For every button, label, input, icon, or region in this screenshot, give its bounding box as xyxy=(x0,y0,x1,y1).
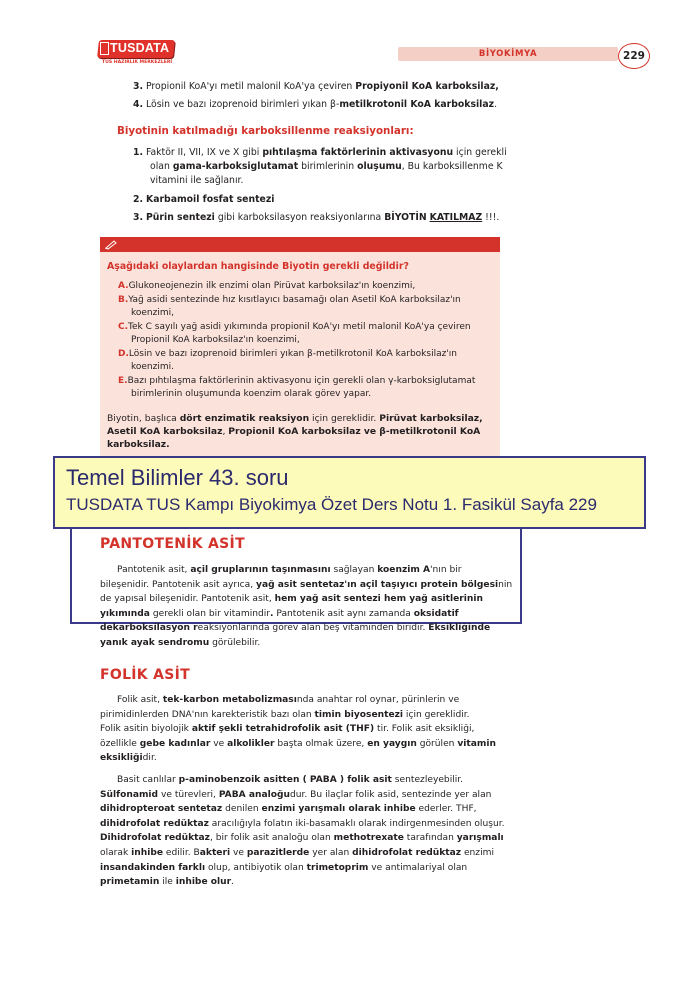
bold-text: yıkımında xyxy=(100,608,150,619)
text: tarafından xyxy=(403,833,457,844)
answer-option-e: E.Bazı pıhtılaşma faktörlerinin aktivasyonu için gerekli olan γ-karboksiglutamat xyxy=(118,376,476,386)
text: ve xyxy=(210,738,228,749)
text: özellikle xyxy=(100,738,140,749)
text: ile xyxy=(159,877,176,888)
list-item: 3. Pürin sentezi gibi karboksilasyon reaksiyonlarına BİYOTİN KATILMAZ !!!. xyxy=(133,212,500,223)
bold-text: yağ asit sentetaz'ın açil taşıyıcı protein bölgesi xyxy=(256,579,499,590)
text: , bir folik asit analoğu olan xyxy=(209,833,334,844)
paragraph-line xyxy=(100,831,505,846)
biotin-heading: Biyotinin katılmadığı karboksillenme reaksiyonları: xyxy=(117,125,414,137)
bold-text: açil gruplarının taşınmasını xyxy=(190,565,331,575)
bold-text: en yaygın xyxy=(367,738,417,749)
text: sentezleyebilir. xyxy=(391,775,464,785)
bold-text: dihidropteroat sentetaz xyxy=(100,804,223,815)
paragraph-line xyxy=(100,607,512,622)
paragraph-line xyxy=(100,578,512,593)
bold-text: dihidrofolat redüktaz xyxy=(100,818,209,829)
text: enzimi xyxy=(461,847,494,858)
text: 'nın bir xyxy=(430,565,462,575)
text: bileşenidir. Pantotenik asit ayrıca, xyxy=(100,579,257,590)
text: aracılığıyla folatın iki-basamaklı olarak indirgenmesinden oluşur. xyxy=(208,818,505,829)
tusdata-logo xyxy=(98,36,174,68)
paragraph-line xyxy=(100,722,496,737)
page-number: 229 xyxy=(618,43,650,69)
bold-text: Eksikliğinde xyxy=(428,623,491,634)
pencil-icon xyxy=(104,238,118,250)
paragraph-line xyxy=(100,802,505,817)
text: Pantotenik asit aynı zamanda xyxy=(273,608,414,619)
text: gerekli olan bir vitamindir xyxy=(149,608,271,619)
paragraph-line xyxy=(100,621,512,636)
bold-text: dekarboksilasyon r xyxy=(100,623,198,634)
bold-text: vitamin xyxy=(457,738,496,749)
bold-text: hem yağ asit sentezi hem yağ asitlerinin xyxy=(274,594,483,605)
bold-text: PABA analoğu xyxy=(218,789,290,800)
list-item: 2. Karbamoil fosfat sentezi xyxy=(133,194,275,205)
caption-title: Temel Bilimler 43. soru xyxy=(66,465,289,490)
pantotenik-paragraph xyxy=(100,563,512,651)
bold-text: aktif şekli tetrahidrofolik asit (THF) xyxy=(191,724,375,735)
answer-option-a: A.Glukoneojenezin ilk enzimi olan Pirüvat karboksilaz'ın koenzimi, xyxy=(118,281,416,291)
bold-text: inhibe xyxy=(131,847,163,858)
text: görülebilir. xyxy=(209,637,261,648)
text: Folik asitin biyolojik xyxy=(100,724,192,735)
folik-paragraph-1 xyxy=(100,693,496,766)
text: edilir. B xyxy=(163,847,200,858)
text: . xyxy=(231,877,235,888)
answer-option-c: C.Tek C sayılı yağ asidi yıkımında propionil KoA'yı metil malonil KoA'ya çeviren xyxy=(118,322,471,332)
bold-text: parazitlerde xyxy=(246,847,310,858)
text: başta olmak üzere, xyxy=(274,738,368,749)
question-title: Aşağıdaki olaylardan hangisinde Biyotin gerekli değildir? xyxy=(107,261,409,272)
text: eaksiyonlarında görev alan beş vitaminden biridir. xyxy=(197,623,429,634)
pantotenik-title: PANTOTENİK ASİT xyxy=(100,536,245,552)
bold-text: dihidrofolat redüktaz xyxy=(352,847,462,858)
list-item: 1. Faktör II, VII, IX ve X gibi pıhtılaşma faktörlerinin aktivasyonu için gerekli xyxy=(133,147,507,158)
bold-text: tek-karbon metabolizması xyxy=(162,695,297,705)
bold-text: yarışmalı xyxy=(456,833,504,844)
text: olup, antibiyotik olan xyxy=(205,862,307,873)
bold-text: Sülfonamid xyxy=(100,789,159,800)
text: dir. xyxy=(142,753,157,764)
text: tir. Folik asit eksikliği, xyxy=(374,724,475,735)
paragraph-line xyxy=(100,846,505,861)
paragraph-line xyxy=(100,788,505,803)
paragraph-line xyxy=(100,817,505,832)
bold-text: enzimi yarışmalı olarak inhibe xyxy=(261,804,416,815)
answer-option-b-cont: koenzimi, xyxy=(131,308,174,318)
answer-option-d: D.Lösin ve bazı izoprenoid birimleri yıkan β-metilkrotonil KoA karboksilaz'ın xyxy=(118,349,457,359)
text: ve antimalariyal olan xyxy=(368,862,468,873)
list-item-continuation: olan gama-karboksiglutamat birimlerinin oluşumu, Bu karboksillenme K xyxy=(150,161,503,172)
bold-text: insandakinden farklı xyxy=(100,862,206,873)
bold-text: timin biyosentezi xyxy=(314,709,404,720)
answer-option-d-cont: koenzimi. xyxy=(131,362,174,372)
text: denilen xyxy=(222,804,262,815)
bold-text: Dihidrofolat redüktaz xyxy=(100,833,210,844)
paragraph-line xyxy=(100,861,505,876)
bold-text: primetamin xyxy=(100,877,160,888)
text: de yapısal bileşenidir. Pantotenik asit, xyxy=(100,594,275,605)
folik-paragraph-2 xyxy=(100,773,505,890)
text: ve türevleri, xyxy=(158,789,219,800)
bold-text: trimetoprim xyxy=(306,862,369,873)
folik-title: FOLİK ASİT xyxy=(100,667,190,683)
bold-text: methotrexate xyxy=(333,833,404,844)
text: olarak xyxy=(100,847,132,858)
paragraph-line xyxy=(100,773,505,788)
paragraph-line xyxy=(100,592,512,607)
list-item: 3. Propionil KoA'yı metil malonil KoA'ya çeviren Propiyonil KoA karboksilaz, xyxy=(133,81,499,92)
section-header: BİYOKİMYA xyxy=(478,49,538,59)
caption-subtitle: TUSDATA TUS Kampı Biyokimya Özet Ders Notu 1. Fasikül Sayfa 229 xyxy=(66,495,597,514)
explanation-line: Biyotin, başlıca dört enzimatik reaksiyon için gereklidir. Pirüvat karboksilaz, xyxy=(107,413,483,424)
bold-text: yanık ayak sendromu xyxy=(100,637,210,648)
list-item: 4. Lösin ve bazı izoprenoid birimleri yıkan β-metilkrotonil KoA karboksilaz. xyxy=(133,99,498,110)
paragraph-line xyxy=(100,751,496,766)
answer-option-e-cont: birimlerinin oluşumunda koenzim olarak görev yapar. xyxy=(131,389,372,399)
list-item-continuation: vitamini ile sağlanır. xyxy=(150,175,244,186)
question-box-header xyxy=(100,237,500,252)
text: Folik asit, xyxy=(117,695,163,705)
logo-text: TUSDATA xyxy=(110,41,170,55)
bold-text: eksikliği xyxy=(100,753,143,764)
paragraph-line xyxy=(100,563,512,578)
text: sağlayan xyxy=(330,565,378,575)
logo-emblem-icon xyxy=(100,42,109,55)
paragraph-line xyxy=(100,708,496,723)
paragraph-line xyxy=(100,737,496,752)
bold-text: oksidatif xyxy=(413,608,459,619)
answer-option-c-cont: Propionil KoA karboksilaz'ın koenzimi, xyxy=(131,335,300,345)
text: ederler. THF, xyxy=(415,804,477,815)
text: nda anahtar rol oynar, pürinlerin ve xyxy=(296,695,460,705)
text: ve xyxy=(230,847,247,858)
answer-option-b: B.Yağ asidi sentezinde hız kısıtlayıcı basamağı olan Asetil KoA karboksilaz'ın xyxy=(118,295,461,305)
text: nin xyxy=(498,579,513,590)
paragraph-line xyxy=(100,693,496,708)
paragraph-line xyxy=(100,636,512,651)
text: için gereklidir. xyxy=(403,709,470,720)
bold-text: p-aminobenzoik asitten ( PABA ) folik asit xyxy=(178,775,392,785)
text: dur. Bu ilaçlar folik asid, sentezinde yer alan xyxy=(289,789,492,800)
bold-text: koenzim A xyxy=(377,565,431,575)
bold-text: gebe kadınlar xyxy=(139,738,211,749)
explanation-line: Asetil KoA karboksilaz, Propionil KoA karboksilaz ve β-metilkrotonil KoA xyxy=(107,426,481,437)
text: Basit canlılar xyxy=(117,775,179,785)
bold-text: . xyxy=(270,608,274,619)
paragraph-line xyxy=(100,875,505,890)
text: Pantotenik asit, xyxy=(117,565,191,575)
explanation-line: karboksilaz. xyxy=(107,439,170,450)
bold-text: alkolikler xyxy=(227,738,275,749)
bold-text: akteri xyxy=(199,847,231,858)
bold-text: inhibe olur xyxy=(175,877,232,888)
logo-tagline: TUS HAZIRLIK MERKEZLERİ xyxy=(102,60,173,65)
text: görülen xyxy=(416,738,458,749)
text: yer alan xyxy=(309,847,353,858)
text: pirimidinlerden DNA'nın karekteristik bazı olan xyxy=(100,709,315,720)
